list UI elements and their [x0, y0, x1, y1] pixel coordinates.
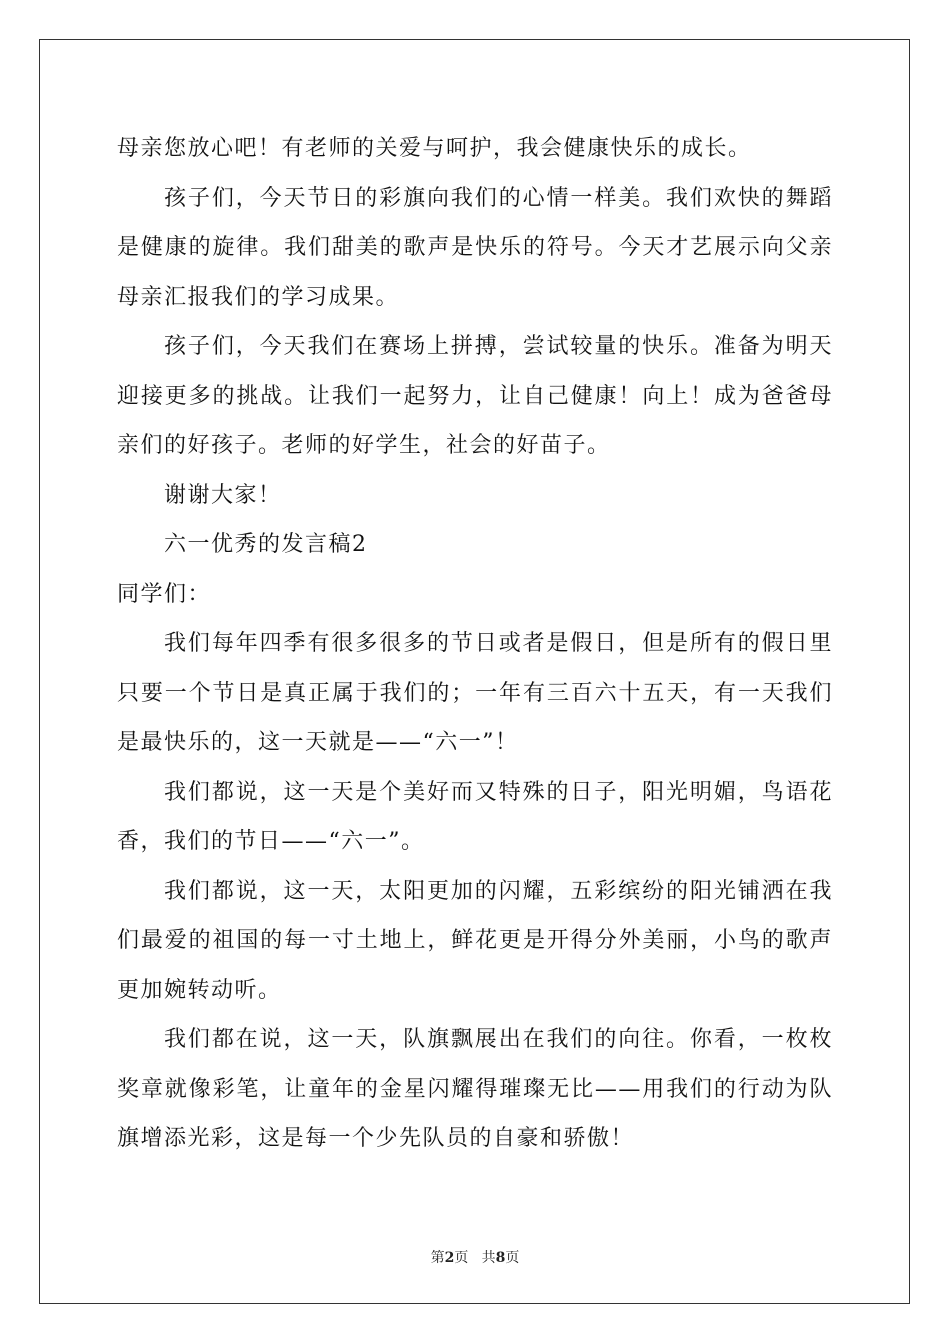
paragraph-2: 孩子们，今天节日的彩旗向我们的心情一样美。我们欢快的舞蹈是健康的旋律。我们甜美的歌声是快乐的符号。今天才艺展示向父亲母亲汇报我们的学习成果。 — [117, 185, 833, 310]
paragraph-10: 我们都在说，这一天，队旗飘展出在我们的向往。你看，一枚枚奖章就像彩笔，让童年的金星闪耀得璀璨无比——用我们的行动为队旗增添光彩，这是每一个少先队员的自豪和骄傲！ — [117, 1027, 833, 1151]
paragraph-3: 孩子们，今天我们在赛场上拼搏，尝试较量的快乐。准备为明天迎接更多的挑战。让我们一起努力，让自己健康！向上！成为爸爸母亲们的好孩子。老师的好学生，社会的好苗子。 — [117, 334, 833, 458]
page-footer — [0, 1247, 950, 1267]
paragraph-7: 我们每年四季有很多很多的节日或者是假日，但是所有的假日里只要一个节日是真正属于我们的；一年有三百六十五天，有一天我们是最快乐的，这一天就是——“六一”！ — [117, 631, 833, 755]
paragraph-8: 我们都说，这一天是个美好而又特殊的日子，阳光明媚，鸟语花香，我们的节日——“六一”。 — [117, 779, 833, 854]
total-pages: 8 — [495, 1250, 506, 1266]
section-title: 六一优秀的发言稿2 — [164, 532, 368, 557]
page-number: 2 — [444, 1250, 455, 1266]
salutation: 同学们： — [117, 581, 212, 607]
paragraph-9: 我们都说，这一天，太阳更加的闪耀，五彩缤纷的阳光铺洒在我们最爱的祖国的每一寸土地上，鲜花更是开得分外美丽，小鸟的歌声更加婉转动听。 — [117, 878, 833, 1003]
paragraph-1: 母亲您放心吧！有老师的关爱与呵护，我会健康快乐的成长。 — [117, 136, 752, 161]
page-suffix: 页 — [454, 1250, 469, 1266]
page-prefix: 第 — [430, 1250, 445, 1266]
document-body — [117, 124, 833, 1164]
total-prefix: 共 — [481, 1250, 496, 1266]
paragraph-thanks: 谢谢大家！ — [164, 482, 282, 508]
total-suffix: 页 — [505, 1250, 520, 1266]
